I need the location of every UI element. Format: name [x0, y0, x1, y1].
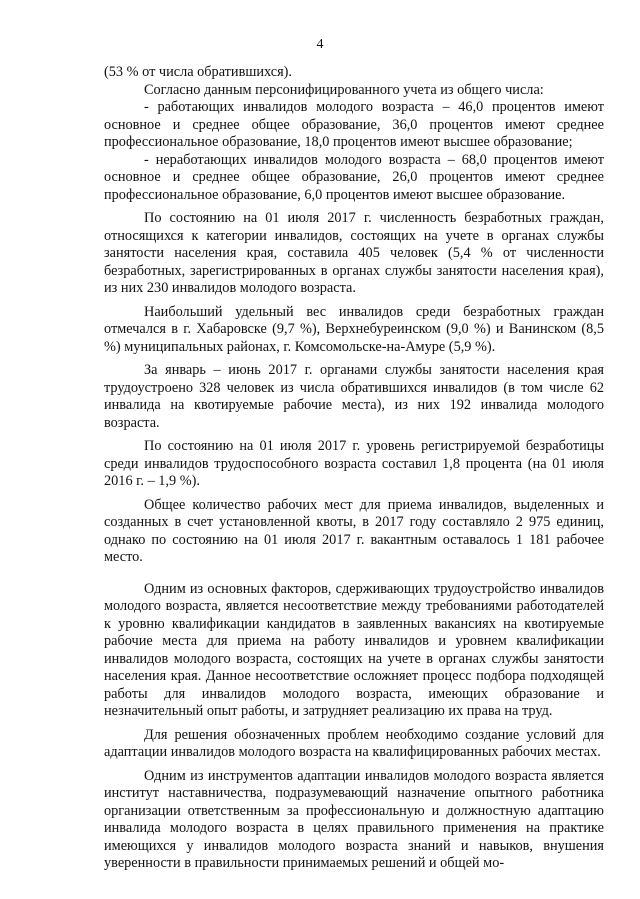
paragraph: По состоянию на 01 июля 2017 г. уровень регистрируемой безработицы среди инвалидов трудоспособного возраста составил 1,8 процента (на 01 июля 2016 г. – 1,9 %).	[104, 438, 604, 489]
paragraph: По состоянию на 01 июля 2017 г. численность безработных граждан, относящихся к категории инвалидов, состоящих на учете в органах службы занятости населения края, составила 405 человек (5,4 % от численности безработных, зарегистрированных в органах службы занятости населения края), из них 230 инвалидов молодого возраста.	[104, 210, 604, 296]
paragraph: За январь – июнь 2017 г. органами службы занятости населения края трудоустроено 328 человек из числа обратившихся инвалидов (в том числе 62 инвалида на квотируемые рабочие места), из них 192 инвалида молодого возраста.	[104, 362, 604, 431]
paragraph: - работающих инвалидов молодого возраста – 46,0 процентов имеют основное и среднее общее образование, 36,0 процентов имеют среднее профессиональное образование, 18,0 процентов имеют высшее образование;	[104, 99, 604, 150]
paragraph: Для решения обозначенных проблем необходимо создание условий для адаптации инвалидов молодого возраста на квалифицированных рабочих местах.	[104, 726, 604, 760]
paragraph: Согласно данным персонифицированного учета из общего числа:	[144, 81, 544, 98]
page-number: 4	[316, 37, 324, 52]
paragraph: Общее количество рабочих мест для приема инвалидов, выделенных и созданных в счет установленной квоты, в 2017 году составляло 2 975 единиц, однако по состоянию на 01 июля 2017 г. вакантным оставалось 1 181 рабочее место.	[104, 496, 604, 565]
paragraph: Наибольший удельный вес инвалидов среди безработных граждан отмечался в г. Хабаровске (9,7 %), Верхнебуреинском (9,0 %) и Ванинском (8,5 %) муниципальных районах, г. Комсомольске-на-Амуре (5,9 %).	[104, 303, 604, 355]
paragraph: - неработающих инвалидов молодого возраста – 68,0 процентов имеют основное и среднее общее образование, 26,0 процентов имеют среднее профессиональное образование, 6,0 процентов имеют высшее образование.	[104, 151, 604, 203]
document-body	[104, 64, 604, 873]
paragraph: Одним из инструментов адаптации инвалидов молодого возраста является институт наставничества, подразумевающий назначение опытного работника организации ответственным за профессиональную и должностную адаптацию инвалида молодого возраста в целях правильного применения на практике имеющихся у инвалидов молодого возраста знаний и навыков, внушения уверенности в правильности принимаемых решений и общей мо-	[104, 767, 604, 871]
paragraph: (53 % от числа обратившихся).	[104, 64, 292, 80]
paragraph: Одним из основных факторов, сдерживающих трудоустройство инвалидов молодого возраста, является несоответствие между требованиями работодателей к уровню квалификации кандидатов в заявленных вакансиях на квотируемые рабочие места для приема на работу инвалидов и уровнем квалификации инвалидов молодого возраста, состоящих на учете в органах службы занятости населения края. Данное несоответствие осложняет процесс подбора подходящей работы для инвалидов молодого возраста, имеющих образование и незначительный опыт работы, и затрудняет реализацию их права на труд.	[104, 580, 604, 719]
